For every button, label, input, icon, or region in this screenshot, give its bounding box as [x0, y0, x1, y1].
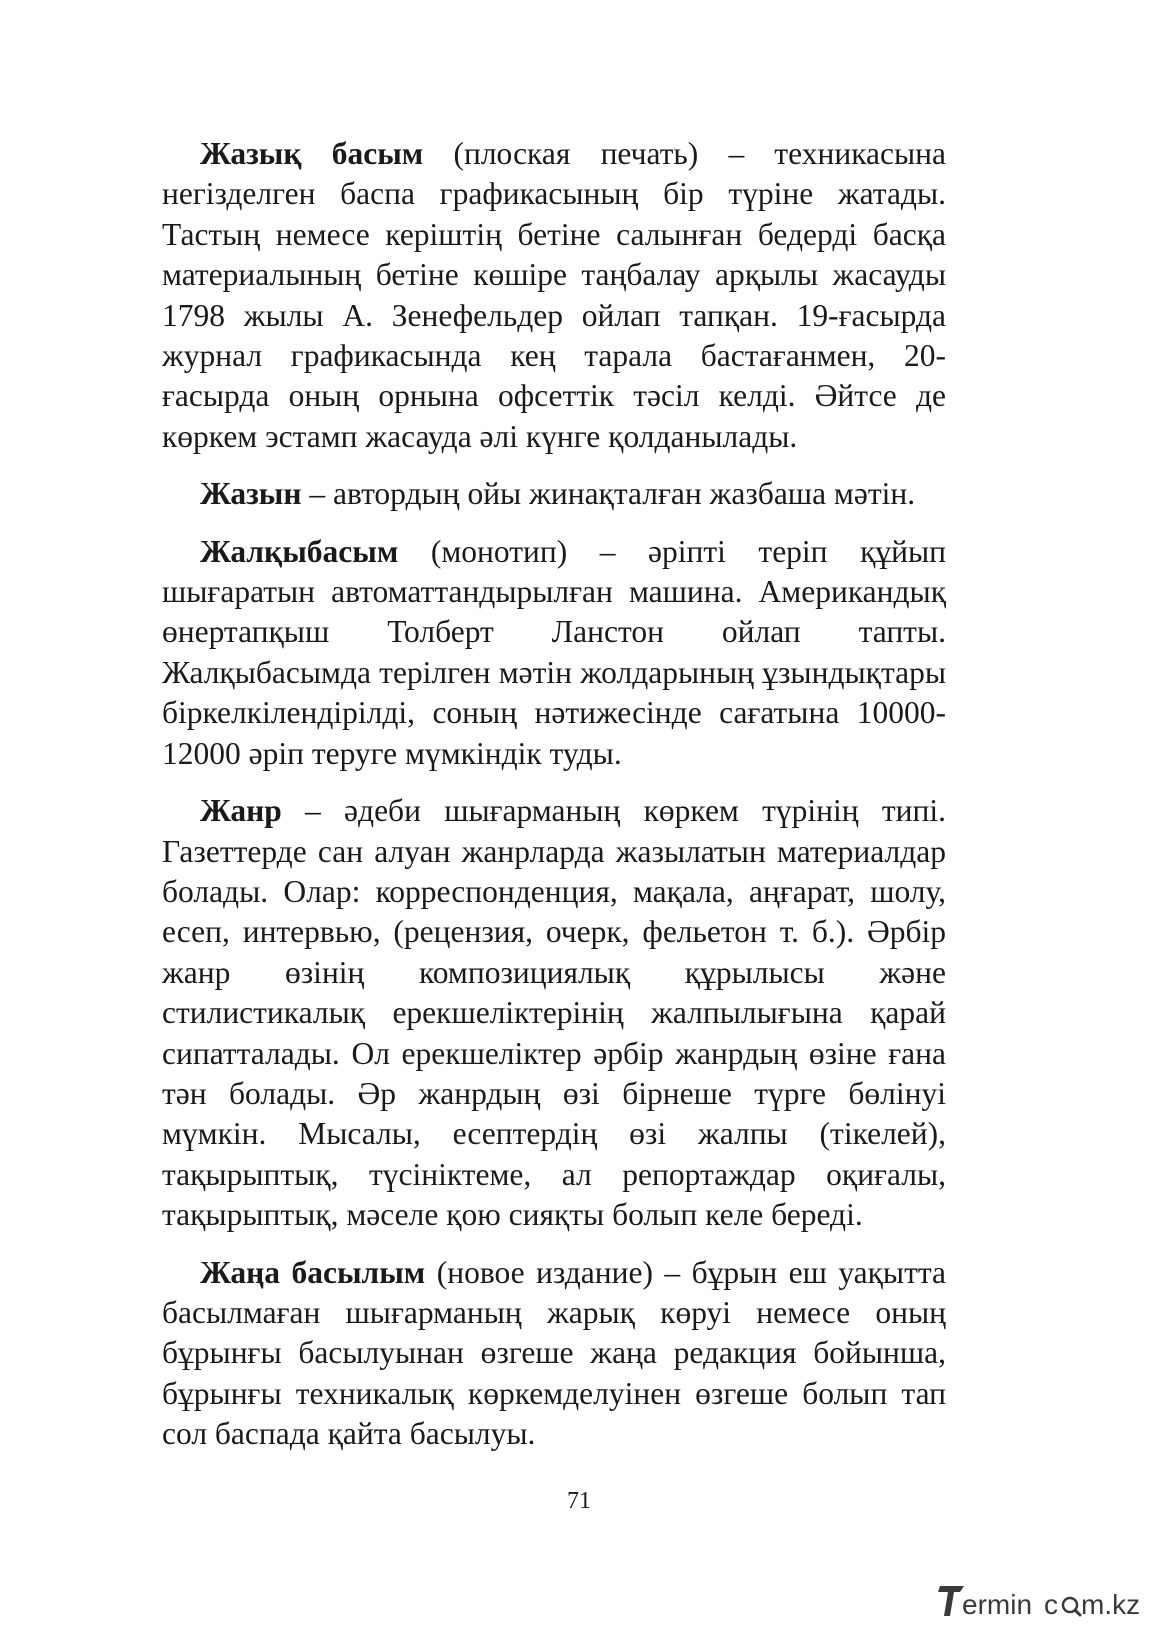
glossary-entry: [162, 134, 946, 457]
glossary-entry: [162, 1253, 946, 1455]
svg-text:ermin: ermin: [962, 1589, 1033, 1620]
entry-definition: (монотип) – әріпті теріп құйып шығаратын автоматтандырылған машина. Американдық өнертапқыш Толберт Ланстон ойлап тапты. Жалқыбасымда терілген мәтін жолдарының ұзындықтары біркелкілендірілді, соның нәтижесінде сағатына 10000-12000 әріп теруге мүмкіндік туды.: [162, 533, 946, 771]
entry-definition: (новое издание) – бұрын еш уақытта басылмаған шығарманың жарық көруі немесе оның бұрынғы басылуынан өзгеше жаңа редакция бойынша, бұрынғы техникалық көркемделуінен өзгеше болып тап сол баспада қайта басылуы.: [162, 1254, 946, 1452]
page-number: 71: [567, 1488, 591, 1514]
glossary-entry: [162, 532, 946, 774]
glossary-entry: [162, 791, 946, 1235]
entry-definition: – автордың ойы жинақталған жазбаша мәтін.: [301, 476, 916, 512]
glossary-entry: [162, 474, 946, 514]
document-page: [162, 134, 946, 1472]
entry-definition: – әдеби шығарманың көркем түрінің типі. Газеттерде сан алуан жанрларда жазылатын материалдар болады. Олар: корреспонденция, мақала, аңғарат, шолу, есеп, интервью, (рецензия, очерк, фельетон т. б.). Әрбір жанр өзінің композициялық құрылысы және стилистикалық ерекшеліктерінің жалпылығына қарай сипатталады. Ол ерекшеліктер әрбір жанрдың өзіне ғана тән болады. Әр жанрдың өзі бірнеше түрге бөлінуі мүмкін. Мысалы, есептердің өзі жалпы (тікелей), тақырыптық, түсініктеме, ал репортаждар оқиғалы, тақырыптық, мәселе қою сияқты болып келе береді.: [162, 793, 946, 1233]
entry-term: Жаңа басылым: [200, 1254, 426, 1290]
entry-definition: (плоская печать) – техникасына негізделген баспа графикасының бір түріне жатады. Тастың немесе керіштің бетіне салынған бедерді басқа материалының бетіне көшіре таңбалау арқылы жасауды 1798 жылы А. Зенефельдер ойлап тапқан. 19-ғасырда журнал графикасында кең тарала бастағанмен, 20-ғасырда оның орнына офсеттік тәсіл келді. Әйтсе де көркем эстамп жасауда әлі күнге қолданылады.: [162, 136, 947, 454]
entry-term: Жазын: [200, 476, 302, 512]
entry-term: Жанр: [200, 793, 282, 829]
entry-term: Жазық басым: [200, 136, 424, 171]
svg-text:m.kz: m.kz: [1081, 1589, 1141, 1620]
entry-term: Жалқыбасым: [200, 533, 399, 569]
svg-text:c: c: [1044, 1589, 1058, 1620]
watermark-logo-icon: [938, 1580, 1148, 1620]
site-watermark-logo[interactable]: [938, 1580, 1148, 1620]
